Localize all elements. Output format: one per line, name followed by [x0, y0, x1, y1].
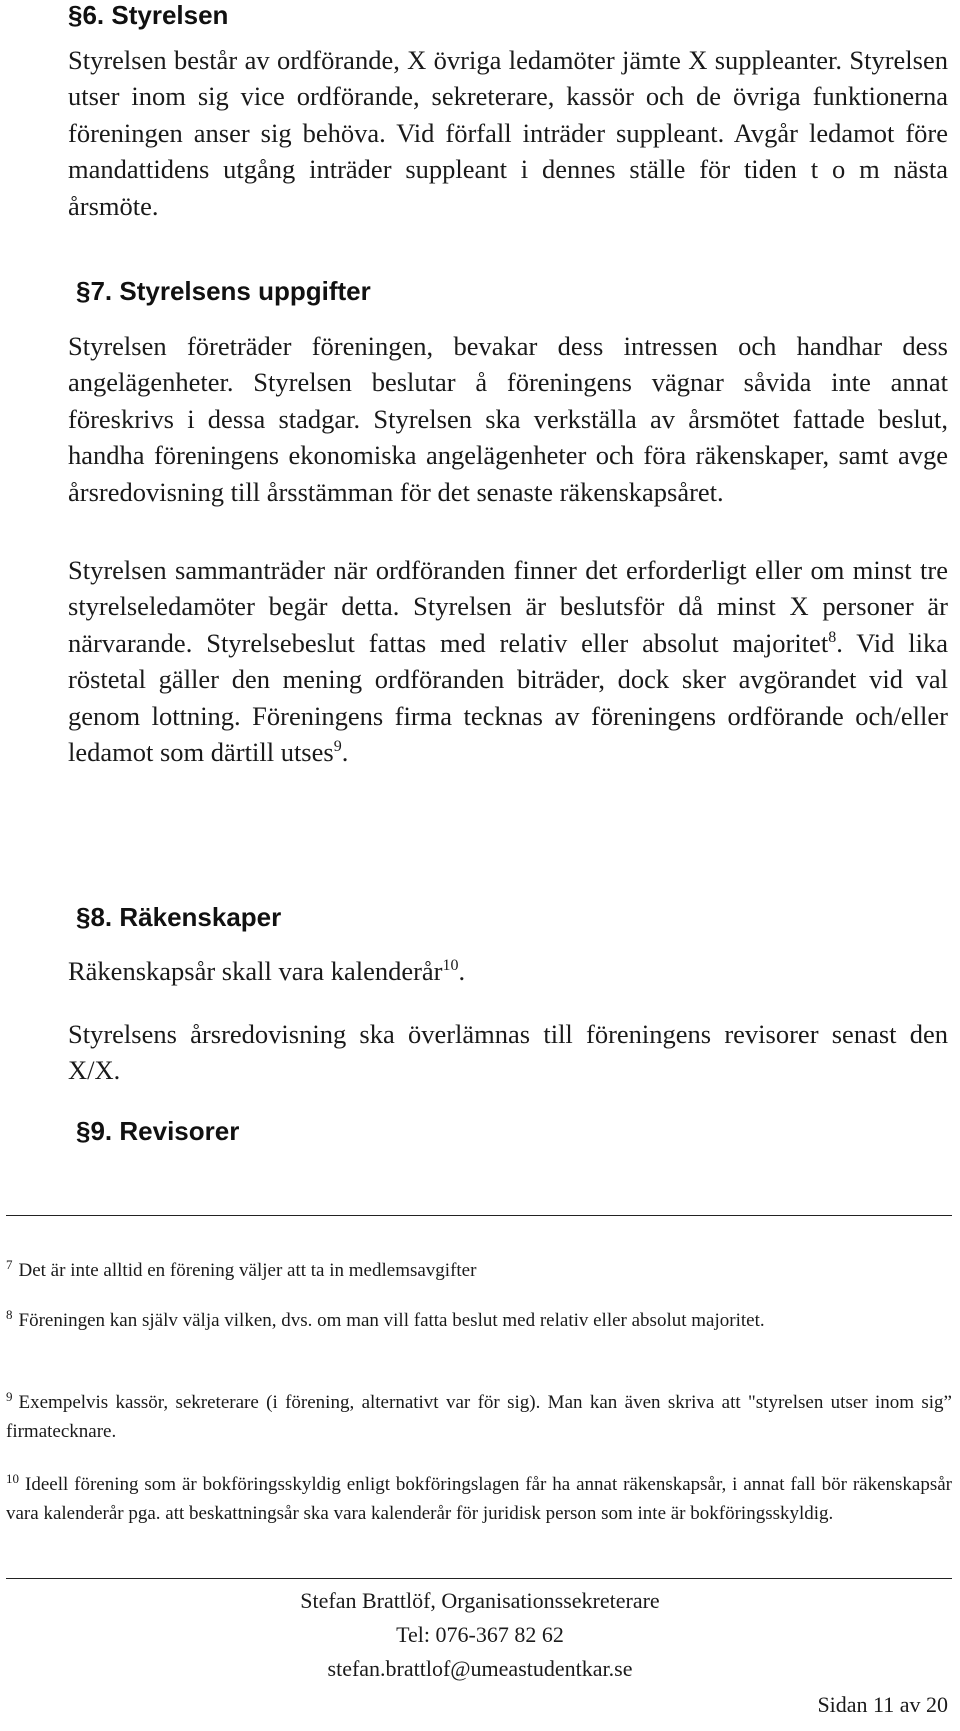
section-heading-6: §6. Styrelsen	[68, 0, 229, 30]
section-heading-9: §9. Revisorer	[76, 1116, 240, 1146]
footnote-ref-9: 9	[333, 738, 342, 756]
footnote-10: $^{10}$ Ideell förening som är bokföringsskyldig enligt bokföringslagen får ha annat räkenskapsår, i annat fall bör räkenskapsår vara kalenderår pga. att beskattningsår ska vara kalenderår för juridisk person som inte är bokföringsskyldig.	[6, 1470, 952, 1524]
section-8-paragraph-2: Styrelsens årsredovisning ska överlämnas till föreningens revisorer senast den X/X.	[68, 1019, 948, 1086]
section-7-paragraph-1: Styrelsen företräder föreningen, bevakar dess intressen och handhar dess angelägenheter. Styrelsen beslutar å föreningens vägnar såvida inte annat föreskrivs i dessa stadgar. Styrelsen ska verkställa av årsmötet fattade beslut, handha föreningens ekonomiska angelägenheter och föra räkenskaper, samt avge årsredovisning till årsstämman för det senaste räkenskapsåret.	[68, 331, 948, 507]
section-8-paragraph-1: Räkenskapsår skall vara kalenderår$^{10}$.	[68, 956, 466, 986]
section-heading-8: §8. Räkenskaper	[76, 902, 282, 932]
footnote-ref-10: 10	[442, 957, 459, 975]
section-7-paragraph-2: Styrelsen sammanträder när ordföranden finner det erforderligt eller om minst tre styrelseledamöter begär detta. Styrelsen är beslutsför då minst X personer är närvarande. Styrelsebeslut fattas med relativ eller absolut majoritet$^8$. Vid lika röstetal gäller den mening ordföranden biträder, dock sker avgörandet vid val genom lottning. Föreningens firma tecknas av föreningens ordförande och/eller ledamot som därtill utses$^9$.	[68, 555, 949, 768]
section-heading-7: §7. Styrelsens uppgifter	[76, 276, 371, 306]
section-6-paragraph: Styrelsen består av ordförande, X övriga ledamöter jämte X suppleanter. Styrelsen utser inom sig vice ordförande, sekreterare, kassör och de övriga funktionerna föreningen anser sig behöva. Vid förfall inträder suppleant. Avgår ledamot före mandattidens utgång inträder suppleant i dennes ställe för tiden t o m nästa årsmöte.	[68, 45, 948, 221]
footnote-8: $^8$ Föreningen kan själv välja vilken, dvs. om man vill fatta beslut med relativ eller absolut majoritet.	[6, 1306, 765, 1331]
footnote-9: $^9$ Exempelvis kassör, sekreterare (i förening, alternativt var för sig). Man kan även skriva att "styrelsen utser inom sig” firmatecknare.	[6, 1388, 952, 1442]
footnote-7: $^7$ Det är inte alltid en förening väljer att ta in medlemsavgifter	[6, 1256, 477, 1281]
footer-phone: Tel: 076-367 82 62	[396, 1622, 564, 1647]
footnote-separator	[6, 1215, 952, 1216]
footer-name: Stefan Brattlöf, Organisationssekreterare	[300, 1588, 660, 1613]
footer-separator	[6, 1578, 952, 1579]
footer-contact	[0, 1584, 960, 1686]
page-number: Sidan 11 av 20	[817, 1692, 948, 1717]
footnote-ref-8: 8	[828, 628, 837, 646]
footer-email: stefan.brattlof@umeastudentkar.se	[327, 1656, 633, 1681]
